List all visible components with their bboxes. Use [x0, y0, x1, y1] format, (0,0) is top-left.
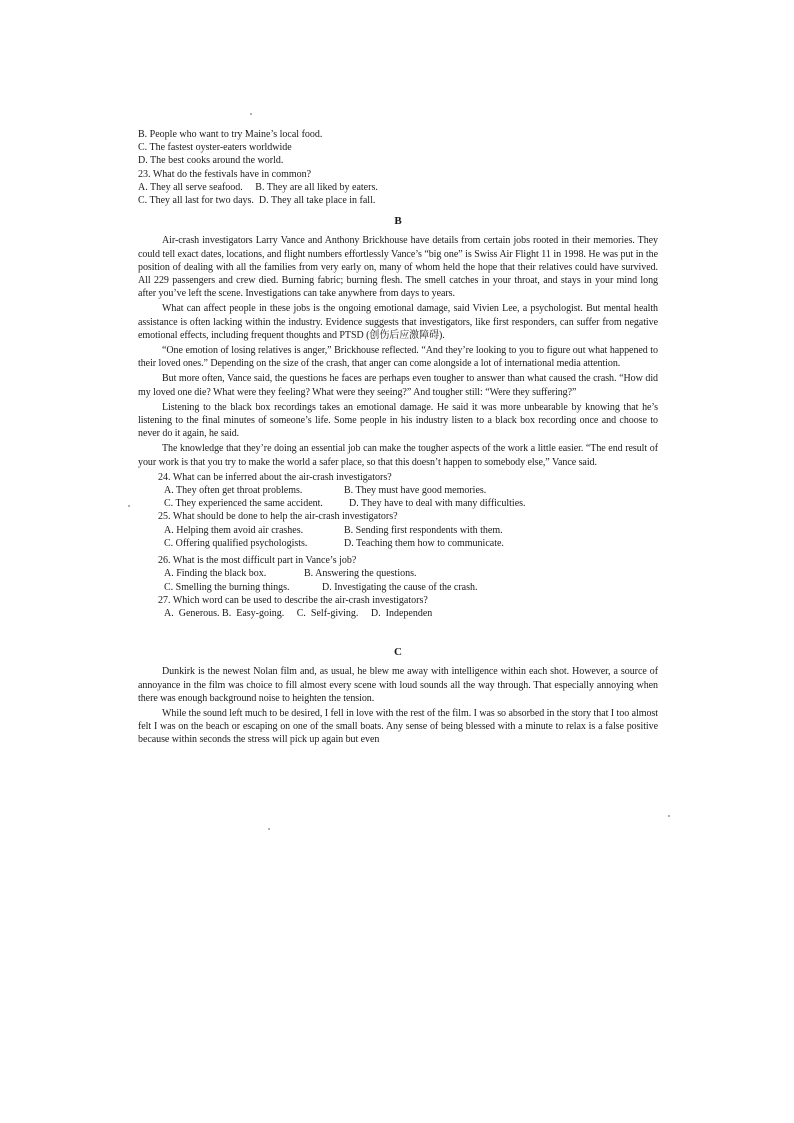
question-text: 27. Which word can be used to describe the air-crash investigators? — [158, 594, 428, 606]
scan-speck — [268, 828, 270, 830]
scan-speck — [250, 113, 252, 115]
option-line: B. People who want to try Maine’s local food. — [138, 129, 323, 140]
options-row — [164, 497, 658, 510]
option-b: B. They are all liked by eaters. — [255, 181, 378, 193]
option-c: C. Smelling the burning things. — [164, 581, 290, 593]
option-d: D. They all take place in fall. — [258, 195, 376, 207]
option-line: C. The fastest oyster-eaters worldwide — [138, 142, 292, 154]
question-text: 23. What do the festivals have in common? — [138, 168, 312, 180]
section-heading: B — [394, 215, 402, 228]
passage-paragraph: “One emotion of losing relatives is anger,” Brickhouse reflected. “And they’re looking to you to figure out what happened to their loved ones.” Depending on the size of the crash, that anger can come alongside a lot of international media attention. — [138, 345, 658, 370]
exam-page — [138, 128, 658, 749]
question-24 — [138, 471, 658, 511]
question-27 — [138, 594, 658, 620]
question-text: 24. What can be inferred about the air-crash investigators? — [158, 471, 392, 483]
option-c: C. They all last for two days. — [138, 195, 254, 207]
option-d: D. Teaching them how to communicate. — [344, 537, 504, 549]
option-a: A. Finding the black box. — [164, 568, 267, 580]
scan-speck — [128, 505, 130, 507]
option-b: B. Sending first respondents with them. — [344, 524, 503, 536]
option-a: A. Helping them avoid air crashes. — [164, 524, 304, 536]
question-25 — [138, 510, 658, 550]
question-26 — [138, 554, 658, 594]
passage-paragraph: The knowledge that they’re doing an essential job can make the tougher aspects of the work a little easier. “The end result of your work is that you try to make the world a safer place, so that this doesn’t happen to somebody else,” Vance said. — [138, 443, 658, 468]
option-d: D. They have to deal with many difficulties. — [349, 498, 526, 510]
option-c: C. Offering qualified psychologists. — [164, 537, 308, 549]
options-row: A. Generous. B. Easy-going. C. Self-giving. D. Independen — [164, 607, 433, 619]
options-row — [164, 581, 658, 594]
passage-paragraph: What can affect people in these jobs is the ongoing emotional damage, said Vivien Lee, a psychologist. But mental health assistance is often lacking within the industry. Evidence suggests that investigators, like first responders, can suffer from negative emotional effects, including frequent thoughts and PTSD (创伤后应激障碍). — [138, 303, 658, 341]
previous-question-options — [138, 128, 658, 168]
option-b: B. Answering the questions. — [304, 568, 417, 580]
option-d: D. Investigating the cause of the crash. — [322, 581, 478, 593]
scan-speck — [668, 815, 670, 817]
options-row — [164, 484, 658, 497]
question-text: 25. What should be done to help the air-crash investigators? — [158, 511, 398, 523]
options-row — [164, 567, 658, 580]
question-23 — [138, 168, 658, 208]
option-b: B. They must have good memories. — [344, 485, 487, 497]
passage-paragraph: But more often, Vance said, the questions he faces are perhaps even tougher to answer than what caused the crash. “How did my loved one die? What were they feeling? What were they seeing?” And tougher still: “Were they suffering?” — [138, 373, 658, 398]
option-line: D. The best cooks around the world. — [138, 155, 284, 167]
passage-paragraph: While the sound left much to be desired, I fell in love with the rest of the film. I was so absorbed in the story that I too almost felt I was on the beach or escaping on one of the small boats. Any sense of being blessed with a minute to relax is a false positive because within seconds the stress will pick up again but even — [138, 707, 658, 746]
option-a: A. They often get throat problems. — [164, 485, 303, 497]
section-heading: C — [394, 646, 402, 659]
options-row — [138, 194, 658, 207]
section-c — [138, 646, 658, 746]
options-row — [164, 537, 658, 550]
options-row — [138, 181, 658, 194]
option-c: C. They experienced the same accident. — [164, 498, 323, 510]
section-b — [138, 215, 658, 620]
passage-paragraph: Dunkirk is the newest Nolan film and, as usual, he blew me away with intelligence within each shot. However, a source of annoyance in the film was choice to fill almost every scene with loud sounds all the way through. That especially annoying when there was enough background noise to heighten the tension. — [138, 666, 658, 704]
question-text: 26. What is the most difficult part in Vance’s job? — [158, 555, 357, 567]
options-row — [164, 524, 658, 537]
passage-paragraph: Air-crash investigators Larry Vance and Anthony Brickhouse have details from certain jobs rooted in their memories. They could tell exact dates, locations, and flight numbers effortlessly Vance’s “big one” is Swiss Air Flight 11 in 1998. He was put in the position of dealing with all the families from very early on, many of whom held the hope that their relatives could have survived. All 229 passengers and crew died. Burning fabric; burning flesh. The smell catches in your throat, and stays in your mind long after you’ve left the scene. Investigations can take anywhere from days to years. — [138, 235, 658, 300]
option-a: A. They all serve seafood. — [138, 181, 243, 193]
passage-paragraph: Listening to the black box recordings takes an emotional damage. He said it was more unbearable by knowing that he’s listening to the final minutes of someone’s life. Some people in his industry listen to a black box recording once and choose to never do it again, he said. — [138, 401, 658, 440]
